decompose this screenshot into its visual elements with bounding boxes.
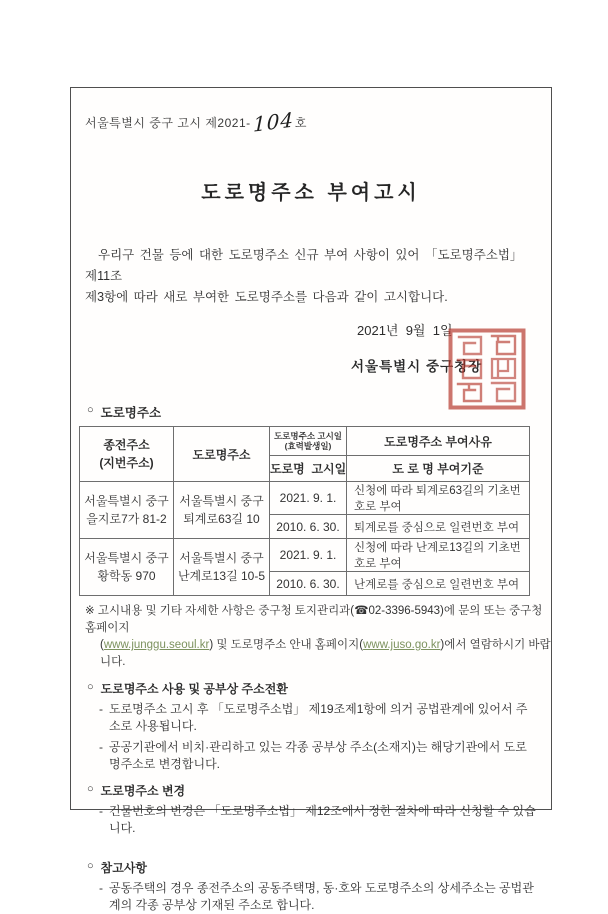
- old-address-cell: 서울특별시 중구 황학동 970: [80, 539, 174, 596]
- table-row: [80, 482, 530, 515]
- roadname-date-cell: 2010. 6. 30.: [270, 515, 347, 539]
- dash-marker: -: [99, 740, 103, 754]
- document-border-frame: [70, 87, 552, 912]
- assign-reason-cell: 신청에 따라 난계로13길의 기초번호로 부여: [347, 539, 530, 572]
- effective-date-cell: 2021. 9. 1.: [270, 539, 347, 572]
- note-line-2: (www.junggu.seoul.kr) 및 도로명주소 안내 홈페이지(www.juso.go.kr)에서 열람하시기 바랍니다.: [100, 639, 551, 668]
- roadname-address-table: [79, 426, 530, 596]
- note-line-1: ※ 고시내용 및 기타 자세한 사항은 중구청 토지관리과(☎02-3396-5943)에 문의 또는 중구청 홈페이지: [85, 605, 543, 634]
- circle-bullet-icon: ○: [87, 783, 94, 795]
- dash-marker: -: [99, 702, 103, 716]
- col-header-effective-date: 도로명주소 고시일 (효력발생일): [270, 427, 347, 456]
- doc-number: [85, 107, 551, 137]
- new-address-cell: 서울특별시 중구 퇴계로63길 10: [174, 482, 270, 539]
- intro-paragraph: [85, 245, 537, 308]
- circle-bullet-icon: ○: [87, 681, 94, 693]
- section-item: - 도로명주소 고시 후 「도로명주소법」 제19조제1항에 의거 공법관계에 있어서 주소로 사용됩니다.: [99, 702, 528, 733]
- col-header-old-address: 종전주소 (지번주소): [80, 427, 174, 482]
- circle-bullet-icon: ○: [87, 404, 94, 416]
- notice-date: 2021년 9월 1일: [357, 323, 453, 338]
- col-header-roadname-date: 도로명 고시일: [270, 456, 347, 482]
- section-item: - 건물번호의 변경은 「도로명주소법」 제12조에서 정한 절차에 따라 신청할 수 있습니다.: [99, 804, 536, 835]
- section-heading-address-change: ○ 도로명주소 변경: [87, 783, 186, 798]
- circle-bullet-icon: ○: [87, 860, 94, 872]
- junggu-homepage-url: www.junggu.seoul.kr: [103, 639, 210, 651]
- official-seal-stamp-icon: [448, 328, 526, 410]
- roadname-date-cell: 2010. 6. 30.: [270, 572, 347, 596]
- dash-marker: -: [99, 881, 103, 895]
- handwritten-number: 104: [252, 107, 294, 137]
- section-item: - 공공기관에서 비치·관리하고 있는 각종 공부상 주소(소재지)는 해당기관에서 도로명주소로 변경합니다.: [99, 740, 527, 771]
- roadname-section-title: 도로명주소: [100, 406, 162, 420]
- assign-criteria-cell: 퇴계로를 중심으로 일련번호 부여: [347, 515, 530, 539]
- col-header-assign-criteria: 도 로 명 부여기준: [347, 456, 530, 482]
- table-row: [80, 539, 530, 572]
- old-address-cell: 서울특별시 중구 을지로7가 81-2: [80, 482, 174, 539]
- section-heading-reference: ○ 참고사항: [87, 860, 148, 875]
- intro-line-2: 제3항에 따라 새로 부여한 도로명주소를 다음과 같이 고시합니다.: [85, 290, 448, 304]
- col-header-assign-reason: 도로명주소 부여사유: [347, 427, 530, 456]
- section-heading-address-conversion: ○ 도로명주소 사용 및 공부상 주소전환: [87, 681, 288, 696]
- col-header-new-address: 도로명주소: [174, 427, 270, 482]
- page-title: 도로명주소 부여고시: [201, 182, 421, 204]
- doc-number-prefix: 서울특별시 중구 고시 제2021-: [85, 116, 251, 130]
- new-address-cell: 서울특별시 중구 난계로13길 10-5: [174, 539, 270, 596]
- dash-marker: -: [99, 804, 103, 818]
- section-item: - 공동주택의 경우 종전주소의 공동주택명, 동·호와 도로명주소의 상세주소는 공법관계의 각종 공부상 기재된 주소로 합니다.: [99, 881, 534, 912]
- signer-title: 서울특별시 중구청장: [351, 359, 483, 374]
- juso-homepage-url: www.juso.go.kr: [363, 639, 441, 651]
- assign-reason-cell: 신청에 따라 퇴계로63길의 기초번호로 부여: [347, 482, 530, 515]
- doc-number-suffix: 호: [294, 116, 307, 130]
- intro-line-1: 우리구 건물 등에 대한 도로명주소 신규 부여 사항이 있어 「도로명주소법」 제11조: [85, 248, 523, 283]
- reference-note: [85, 603, 551, 671]
- signature-row: [351, 355, 551, 379]
- assign-criteria-cell: 난계로를 중심으로 일련번호 부여: [347, 572, 530, 596]
- footer-sections: [87, 680, 537, 914]
- effective-date-cell: 2021. 9. 1.: [270, 482, 347, 515]
